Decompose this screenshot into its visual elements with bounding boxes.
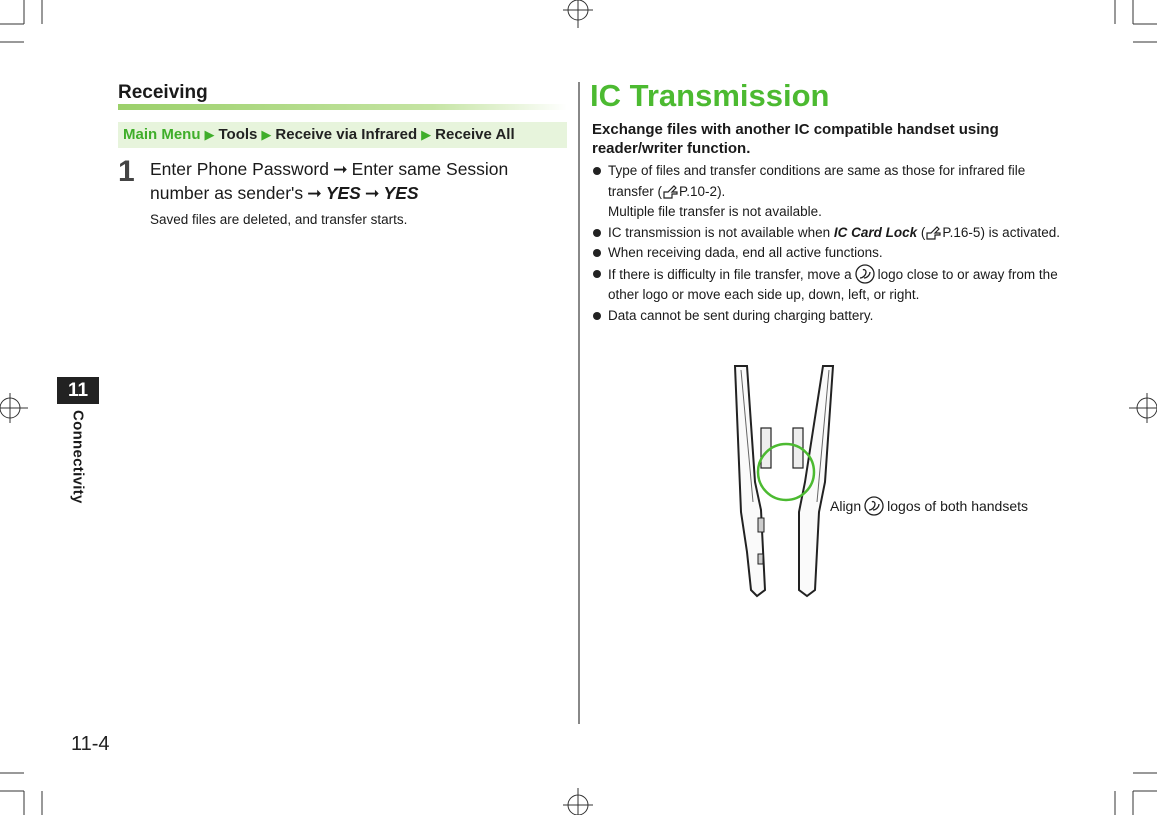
caption-post: logos of both handsets (887, 498, 1029, 514)
ic-title: IC Transmission (590, 78, 830, 113)
column-divider (578, 82, 580, 724)
handsets-illustration (725, 362, 845, 600)
step-option-yes-2: YES (383, 183, 419, 203)
menu-path (118, 122, 567, 148)
arrow-right-icon: ➞ (364, 183, 380, 203)
menu-path-step-main: Main Menu (123, 126, 201, 143)
bullet-icon (593, 167, 601, 175)
chapter-label: Connectivity (69, 410, 87, 504)
list-item (592, 243, 1062, 264)
arrow-right-icon: ▶ (261, 127, 272, 142)
arrow-right-icon: ▶ (421, 127, 432, 142)
bullet-ref[interactable]: P.10-2 (679, 183, 718, 199)
right-handset (799, 366, 833, 596)
bullet-text-end: logo close to or away from the other logo or move each side up, down, left, or right. (608, 266, 1058, 302)
caption-pre: Align (830, 498, 862, 514)
step-instruction (150, 157, 565, 205)
ic-bullet-list (592, 161, 1062, 326)
bullet-text-open: ( (917, 224, 926, 240)
step-part-1: Enter Phone Password (150, 159, 329, 179)
list-item (592, 306, 1062, 327)
section-rule (118, 104, 567, 110)
felica-logo-icon (855, 264, 875, 284)
bullet-text: When receiving dada, end all active functions. (608, 245, 883, 260)
bullet-icon (593, 249, 601, 257)
bullet-icon (593, 270, 601, 278)
bullet-icon (593, 229, 601, 237)
bullet-ref[interactable]: P.16-5 (942, 224, 981, 240)
illustration-caption (830, 496, 1028, 516)
chapter-number: 11 (57, 377, 99, 404)
list-item (592, 264, 1062, 306)
bullet-text: IC transmission is not available when (608, 224, 834, 240)
arrow-right-icon: ➞ (333, 159, 348, 179)
bullet-text: Type of files and transfer conditions are same as those for infrared file transfer ( (608, 163, 1026, 199)
list-item (592, 161, 1062, 223)
bullet-text-end: ) is activated. (980, 224, 1060, 240)
menu-path-step-receive-all: Receive All (435, 126, 515, 143)
step-part-2: Enter same Session number as sender's (150, 159, 509, 203)
reference-hand-icon (926, 226, 941, 240)
menu-path-step-tools: Tools (218, 126, 258, 143)
step-note: Saved files are deleted, and transfer starts. (150, 212, 408, 227)
bullet-text: If there is difficulty in file transfer, move a (608, 266, 852, 282)
chapter-label-wrap (43, 410, 113, 510)
bullet-icon (593, 312, 601, 320)
reference-hand-icon (663, 185, 678, 199)
bullet-extra: Multiple file transfer is not available. (608, 204, 822, 219)
page-number: 11-4 (71, 733, 110, 755)
arrow-right-icon: ➞ (307, 183, 322, 203)
list-item (592, 223, 1062, 244)
menu-path-step-receive-infrared: Receive via Infrared (275, 126, 418, 143)
arrow-right-icon: ▶ (204, 127, 215, 142)
receiving-heading: Receiving (118, 82, 208, 103)
bullet-text-end: ). (717, 183, 726, 199)
felica-logo-icon (864, 496, 884, 516)
bullet-text: Data cannot be sent during charging battery. (608, 307, 874, 323)
step-option-yes-1: YES (325, 183, 361, 203)
step-number: 1 (118, 155, 135, 188)
bullet-bold-term: IC Card Lock (833, 224, 918, 240)
ic-subtitle: Exchange files with another IC compatible handset using reader/writer function. (592, 121, 999, 157)
